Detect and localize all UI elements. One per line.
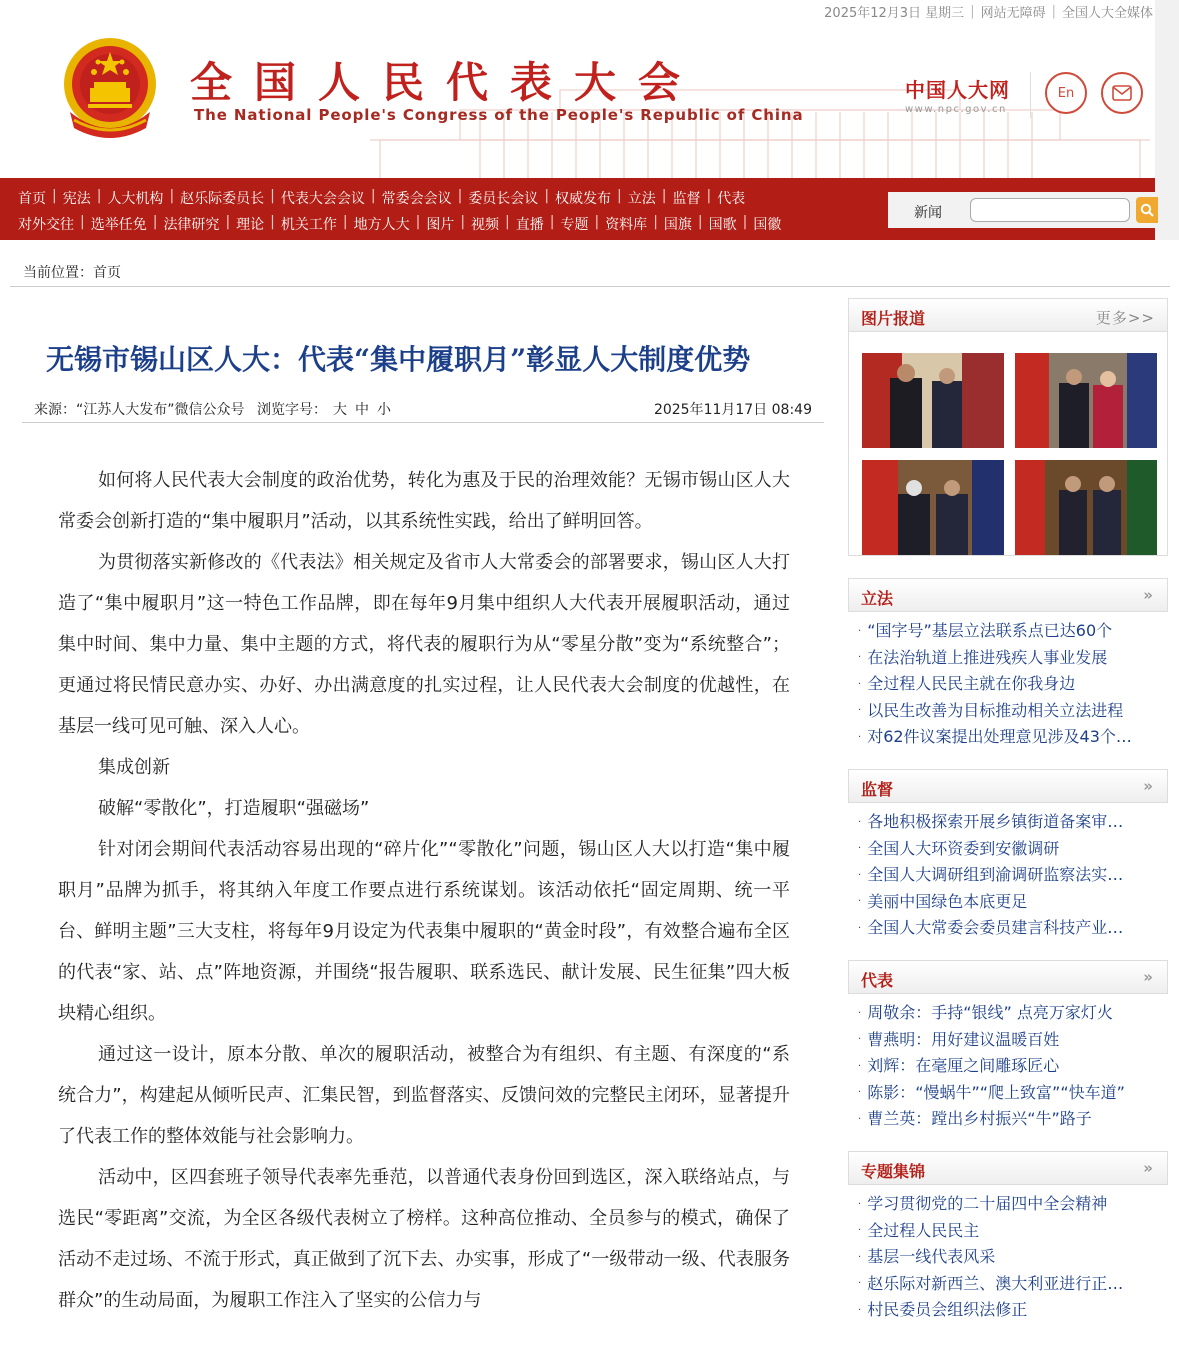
main-nav — [0, 178, 1155, 240]
sidebar-section — [848, 578, 1168, 751]
font-small-button[interactable]: 小 — [376, 402, 391, 418]
npc-logo-url: www.npc.gov.cn — [905, 104, 1007, 115]
sidebar-section — [848, 960, 1168, 1133]
more-chevron-icon[interactable]: » — [1143, 1159, 1153, 1177]
news-list-item[interactable] — [858, 889, 1168, 916]
news-link-text: 以民生改善为目标推动相关立法进程 — [867, 700, 1124, 720]
breadcrumb — [23, 262, 121, 282]
nav-separator: | — [544, 188, 550, 204]
font-large-button[interactable]: 大 — [332, 402, 347, 418]
search-category-label[interactable]: 新闻 — [914, 205, 942, 221]
news-list-item[interactable] — [858, 862, 1168, 889]
news-list-item[interactable] — [858, 1080, 1168, 1107]
news-link-text: 各地积极探索开展乡镇街道备案审… — [867, 812, 1124, 831]
news-list — [848, 1185, 1168, 1324]
nav-item[interactable]: 宪法 — [62, 191, 91, 207]
photo-report-title: 图片报道 — [861, 309, 926, 328]
nav-row-2 — [18, 214, 781, 234]
news-link-text: 刘辉：在毫厘之间雕琢匠心 — [867, 1056, 1060, 1075]
news-link-text: 对62件议案提出处理意见涉及43个… — [867, 727, 1132, 746]
nav-separator: | — [270, 214, 275, 230]
photo-more-link[interactable]: 更多>> — [1095, 309, 1155, 327]
nav-item[interactable]: 国歌 — [708, 217, 737, 233]
news-list-item[interactable] — [858, 1000, 1168, 1027]
nav-item[interactable]: 机关工作 — [280, 217, 337, 233]
article-title: 无锡市锡山区人大：代表“集中履职月”彰显人大制度优势 — [46, 343, 751, 376]
photo-grid — [848, 332, 1168, 556]
bullet-icon: · — [858, 731, 862, 743]
source-label: 来源： — [34, 402, 76, 418]
nav-separator: | — [505, 214, 510, 230]
nav-item[interactable]: 国徽 — [753, 217, 782, 233]
search-bar — [888, 192, 1155, 228]
site-title-en: The National People's Congress of the People's Republic of China — [194, 106, 804, 124]
article-paragraph: 通过这一设计，原本分散、单次的履职活动，被整合为有组织、有主题、有深度的“系统合力”，构建起从倾听民声、汇集民智，到监督落实、反馈问效的完整民主闭环，显著提升了代表工作的整体效能与社会影响力。 — [58, 1044, 790, 1147]
nav-separator: | — [270, 188, 275, 204]
breadcrumb-label: 当前位置： — [23, 265, 93, 281]
nav-separator: | — [742, 214, 748, 230]
bullet-icon: · — [858, 1278, 862, 1289]
nav-row-1 — [18, 188, 745, 208]
article-paragraph: 活动中，区四套班子领导代表率先垂范，以普通代表身份回到选区，深入联络站点，与选民“零距离”交流，为全区各级代表树立了榜样。这种高位推动、全员参与的模式，确保了活动不走过场、不流于形式，真正做到了沉下去、办实事，形成了“一级带动一级、代表服务群众”的生动局面，为履职工作注入了坚实的公信力与 — [58, 1167, 790, 1311]
news-list-item[interactable] — [858, 1027, 1168, 1054]
news-list-item[interactable] — [858, 1106, 1168, 1133]
npc-logo-text: 中国人大网 — [905, 78, 1010, 102]
article-paragraph: 如何将人民代表大会制度的政治优势，转化为惠及于民的治理效能？无锡市锡山区人大常委会创新打造的“集中履职月”活动，以其系统性实践，给出了鲜明回答。 — [58, 470, 790, 532]
nav-item[interactable]: 法律研究 — [163, 217, 220, 233]
news-link-text: 赵乐际对新西兰、澳大利亚进行正… — [867, 1273, 1124, 1293]
article-paragraph: 针对闭会期间代表活动容易出现的“碎片化”“零散化”问题，锡山区人大以打造“集中履职月”品牌为抓手，将其纳入年度工作要点进行系统谋划。该活动依托“固定周期、统一平台、鲜明主题”三大支柱，将每年9月设定为代表集中履职的“黄金时段”，有效整合遍布全区的代表“家、站、点”阵地资源，并围绕“报告履职、联系选民、献计发展、民生征集”四大板块精心组织。 — [58, 839, 790, 1024]
sidebar-section-title[interactable]: 专题集锦 — [861, 1162, 926, 1181]
bullet-icon: · — [858, 1087, 862, 1098]
photo-thumbnail[interactable] — [862, 460, 1004, 555]
nav-separator: | — [457, 188, 463, 204]
news-list-item[interactable] — [858, 1053, 1168, 1080]
national-emblem-icon — [60, 32, 160, 144]
nav-separator: | — [697, 214, 703, 230]
nav-separator: | — [169, 188, 175, 204]
news-list-item[interactable] — [858, 809, 1168, 836]
font-size-label: 浏览字号： — [256, 402, 327, 418]
article-paragraph: 集成创新 — [98, 757, 170, 778]
site-header — [0, 22, 1155, 178]
nav-item[interactable]: 赵乐际委员长 — [180, 191, 265, 207]
news-list-item[interactable] — [858, 698, 1168, 725]
news-list-item[interactable] — [858, 1244, 1168, 1271]
nav-separator: | — [617, 188, 622, 204]
bullet-icon: · — [858, 816, 862, 828]
meta-divider — [22, 422, 824, 423]
breadcrumb-home-link[interactable]: 首页 — [93, 265, 121, 281]
nav-separator: | — [96, 188, 102, 204]
news-list — [848, 994, 1168, 1133]
news-list-item[interactable] — [858, 1271, 1168, 1298]
photo-report-panel — [848, 298, 1168, 556]
nav-item[interactable]: 理论 — [236, 217, 265, 233]
news-list — [848, 612, 1168, 751]
photo-thumbnail[interactable] — [1015, 460, 1157, 555]
nav-item[interactable]: 代表大会会议 — [280, 191, 365, 207]
news-list-item[interactable] — [858, 915, 1168, 942]
bullet-icon: · — [858, 705, 862, 716]
font-medium-button[interactable]: 中 — [354, 402, 369, 418]
nav-separator: | — [370, 188, 376, 204]
nav-item[interactable]: 常委会会议 — [381, 191, 452, 207]
news-link-text: 曹燕明：用好建议温暖百姓 — [867, 1029, 1060, 1049]
nav-separator: | — [594, 214, 600, 230]
bullet-icon: · — [858, 843, 862, 854]
sidebar-section-header — [848, 960, 1168, 994]
news-list-item[interactable] — [858, 618, 1168, 645]
news-link-text: 全国人大常委会委员建言科技产业… — [867, 918, 1124, 937]
bullet-icon: · — [858, 678, 862, 690]
news-list-item[interactable] — [858, 1297, 1168, 1324]
news-list-item[interactable] — [858, 836, 1168, 863]
news-link-text: 村民委员会组织法修正 — [867, 1300, 1028, 1319]
news-link-text: 周敬余：手持“银线” 点亮万家灯火 — [867, 1003, 1113, 1022]
bullet-icon: · — [858, 1304, 862, 1316]
nav-item[interactable]: 委员长会议 — [468, 191, 539, 207]
bullet-icon: · — [858, 652, 862, 663]
news-link-text: 全过程人民民主就在你我身边 — [867, 674, 1076, 693]
english-button[interactable]: En — [1045, 72, 1087, 114]
bullet-icon: · — [858, 1198, 862, 1210]
nav-item[interactable]: 代表 — [717, 191, 746, 207]
bullet-icon: · — [858, 1060, 862, 1072]
utility-bar: 2025年12月3日 星期三 | 网站无障碍 | 全国人大全媒体 — [824, 3, 1153, 21]
page-scrollbar-track[interactable] — [1155, 0, 1179, 240]
nav-separator: | — [342, 214, 348, 230]
news-link-text: 在法治轨道上推进残疾人事业发展 — [867, 647, 1108, 667]
nav-separator: | — [152, 214, 158, 230]
nav-separator: | — [661, 188, 667, 204]
bullet-icon: · — [858, 1225, 862, 1236]
nav-separator: | — [460, 214, 466, 230]
source-name: “江苏人大发布”微信公众号 — [76, 402, 245, 418]
nav-item[interactable]: 对外交往 — [18, 217, 74, 233]
envelope-icon — [1112, 85, 1132, 101]
news-link-text: 美丽中国绿色本底更足 — [867, 891, 1028, 911]
news-link-text: 全过程人民民主 — [867, 1220, 980, 1240]
article-body — [58, 460, 790, 1321]
bullet-icon: · — [858, 1113, 862, 1125]
news-list — [848, 803, 1168, 942]
current-date: 2025年12月3日 星期三 — [824, 5, 965, 21]
nav-item[interactable]: 选举任免 — [90, 217, 147, 233]
article-paragraph: 破解“零散化”，打造履职“强磁场” — [98, 798, 370, 819]
nav-item[interactable]: 专题 — [560, 217, 589, 233]
nav-item[interactable]: 监督 — [672, 191, 701, 207]
news-link-text: 学习贯彻党的二十届四中全会精神 — [867, 1194, 1108, 1213]
article-meta — [34, 399, 824, 419]
sidebar-section-title[interactable]: 立法 — [861, 589, 894, 608]
sidebar-section — [848, 769, 1168, 942]
bullet-icon: · — [858, 1251, 862, 1263]
nav-item[interactable]: 首页 — [18, 191, 46, 207]
more-chevron-icon[interactable]: » — [1143, 586, 1153, 604]
sidebar-section-header — [848, 1151, 1168, 1185]
media-link[interactable]: 全国人大全媒体 — [1061, 5, 1153, 21]
nav-item[interactable]: 图片 — [426, 217, 455, 233]
nav-separator: | — [52, 188, 57, 204]
nav-separator: | — [706, 188, 712, 204]
news-list-item[interactable] — [858, 671, 1168, 698]
search-input[interactable] — [970, 198, 1130, 222]
news-link-text: 基层一线代表风采 — [867, 1247, 996, 1266]
nav-item[interactable]: 人大机构 — [107, 191, 164, 207]
nav-item[interactable]: 地方人大 — [353, 217, 410, 233]
more-chevron-icon[interactable]: » — [1143, 968, 1153, 986]
bullet-icon: · — [858, 896, 862, 907]
news-list-item[interactable] — [858, 1191, 1168, 1218]
site-title-cn: 全国人民代表大会 — [190, 58, 703, 107]
news-link-text: 全国人大环资委到安徽调研 — [867, 838, 1060, 858]
publish-date: 2025年11月17日 08:49 — [653, 402, 812, 418]
nav-item[interactable]: 立法 — [627, 191, 656, 207]
breadcrumb-divider — [10, 286, 1170, 287]
sidebar-section-header — [848, 578, 1168, 612]
accessibility-link[interactable]: 网站无障碍 — [980, 5, 1046, 21]
photo-thumbnail[interactable] — [1015, 353, 1157, 448]
sidebar-section — [848, 1151, 1168, 1324]
news-link-text: 曹兰英：蹚出乡村振兴“牛”路子 — [867, 1109, 1092, 1128]
mail-button[interactable] — [1101, 72, 1143, 114]
photo-thumbnail[interactable] — [862, 353, 1004, 448]
npc-site-logo[interactable] — [905, 74, 1035, 115]
article-paragraph: 为贯彻落实新修改的《代表法》相关规定及省市人大常委会的部署要求，锡山区人大打造了“集中履职月”这一特色工作品牌，即在每年9月集中组织人大代表开展履职活动，通过集中时间、集中力量、集中主题的方式，将代表的履职行为从“零星分散”变为“系统整合”；更通过将民情民意办实、办好、办出满意度的扎实过程，让人民代表大会制度的优越性，在基层一线可见可触、深入人心。 — [58, 552, 790, 737]
search-button[interactable] — [1136, 197, 1158, 223]
bullet-icon: · — [858, 869, 862, 881]
search-icon — [1140, 203, 1154, 217]
nav-item[interactable]: 国旗 — [663, 217, 692, 233]
news-list-item[interactable] — [858, 645, 1168, 672]
news-link-text: “国字号”基层立法联系点已达60个 — [867, 621, 1113, 640]
sidebar-section-title[interactable]: 代表 — [861, 971, 894, 990]
nav-separator: | — [549, 214, 555, 230]
nav-separator: | — [225, 214, 231, 230]
nav-separator: | — [80, 214, 85, 230]
more-chevron-icon[interactable]: » — [1143, 777, 1153, 795]
news-list-item[interactable] — [858, 1218, 1168, 1245]
sidebar-section-header — [848, 769, 1168, 803]
news-link-text: 全国人大调研组到渝调研监察法实… — [867, 865, 1124, 884]
bullet-icon: · — [858, 625, 862, 637]
news-list-item[interactable] — [858, 724, 1168, 751]
sidebar-section-title[interactable]: 监督 — [861, 780, 894, 799]
header-divider — [1030, 72, 1031, 118]
nav-separator: | — [653, 214, 658, 230]
nav-item[interactable]: 资料库 — [605, 217, 648, 233]
nav-separator: | — [415, 214, 421, 230]
nav-item[interactable]: 直播 — [515, 217, 544, 233]
nav-item[interactable]: 视频 — [471, 217, 500, 233]
nav-item[interactable]: 权威发布 — [555, 191, 612, 207]
photo-report-header — [848, 298, 1168, 332]
bullet-icon: · — [858, 1034, 862, 1045]
bullet-icon: · — [858, 922, 862, 934]
bullet-icon: · — [858, 1007, 862, 1019]
news-link-text: 陈影：“慢蜗牛”“爬上致富”“快车道” — [867, 1082, 1125, 1102]
